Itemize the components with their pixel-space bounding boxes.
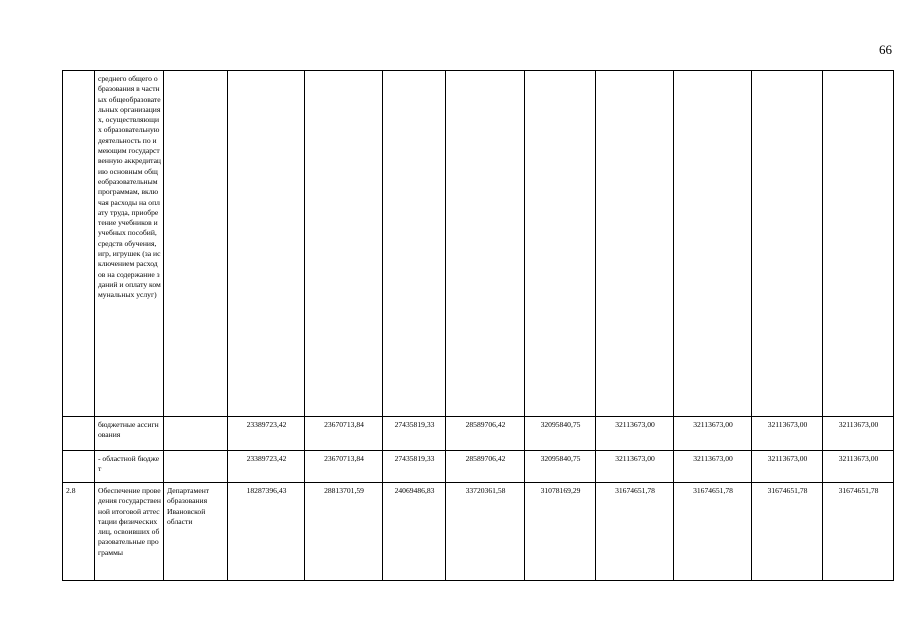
budget-table — [62, 70, 894, 581]
cell-value: 32113673,00 — [823, 417, 894, 451]
cell-value — [596, 71, 674, 417]
cell-index: 2.8 — [63, 483, 95, 581]
cell-value: 33720361,58 — [446, 483, 525, 581]
cell-value: 18287396,43 — [228, 483, 305, 581]
cell-value: 32113673,00 — [752, 451, 823, 483]
cell-value: 28589706,42 — [446, 417, 525, 451]
cell-executor — [164, 71, 228, 417]
cell-value: 31674651,78 — [674, 483, 752, 581]
cell-value: 31674651,78 — [752, 483, 823, 581]
cell-value — [752, 71, 823, 417]
cell-value: 32113673,00 — [752, 417, 823, 451]
cell-value: 31078169,29 — [525, 483, 596, 581]
table-row-budget — [63, 417, 894, 451]
page-number: 66 — [879, 42, 892, 57]
cell-index — [63, 71, 95, 417]
cell-executor — [164, 417, 228, 451]
cell-value: 31674651,78 — [596, 483, 674, 581]
cell-value: 27435819,33 — [383, 417, 446, 451]
cell-index — [63, 451, 95, 483]
cell-value: 32113673,00 — [596, 417, 674, 451]
cell-value: 24069486,83 — [383, 483, 446, 581]
cell-value: 27435819,33 — [383, 451, 446, 483]
cell-value: 32113673,00 — [596, 451, 674, 483]
cell-value: 28589706,42 — [446, 451, 525, 483]
table-row-regional-budget — [63, 451, 894, 483]
cell-value: 31674651,78 — [823, 483, 894, 581]
cell-description: Обеспечение проведения государственной итоговой аттестации физических лиц, освоивших образовательные программы — [95, 483, 164, 581]
cell-value — [305, 71, 383, 417]
cell-index — [63, 417, 95, 451]
cell-value: 32113673,00 — [823, 451, 894, 483]
cell-value: 23670713,84 — [305, 417, 383, 451]
cell-value — [446, 71, 525, 417]
cell-value — [525, 71, 596, 417]
cell-executor — [164, 451, 228, 483]
cell-value: 32113673,00 — [674, 451, 752, 483]
cell-value: 32095840,75 — [525, 417, 596, 451]
cell-value: 32095840,75 — [525, 451, 596, 483]
cell-value — [823, 71, 894, 417]
cell-value: 23389723,42 — [228, 451, 305, 483]
cell-value: 23389723,42 — [228, 417, 305, 451]
cell-description: - областной бюджет — [95, 451, 164, 483]
cell-value: 23670713,84 — [305, 451, 383, 483]
cell-executor: Департамент образования Ивановской области — [164, 483, 228, 581]
table-row-continued — [63, 71, 894, 417]
table-row-item-2-8 — [63, 483, 894, 581]
cell-value: 32113673,00 — [674, 417, 752, 451]
cell-value: 28813701,59 — [305, 483, 383, 581]
cell-description: бюджетные ассигнования — [95, 417, 164, 451]
cell-value — [383, 71, 446, 417]
cell-description: среднего общего образования в частных общеобразовательных организациях, осуществляющих образовательную деятельность по имеющим государственную аккредитацию основным общеобразовательным программам, включая расходы на оплату труда, приобретение учебников и учебных пособий, средств обучения, игр, игрушек (за исключением расходов на содержание зданий и оплату коммунальных услуг) — [95, 71, 164, 417]
cell-value — [228, 71, 305, 417]
cell-value — [674, 71, 752, 417]
